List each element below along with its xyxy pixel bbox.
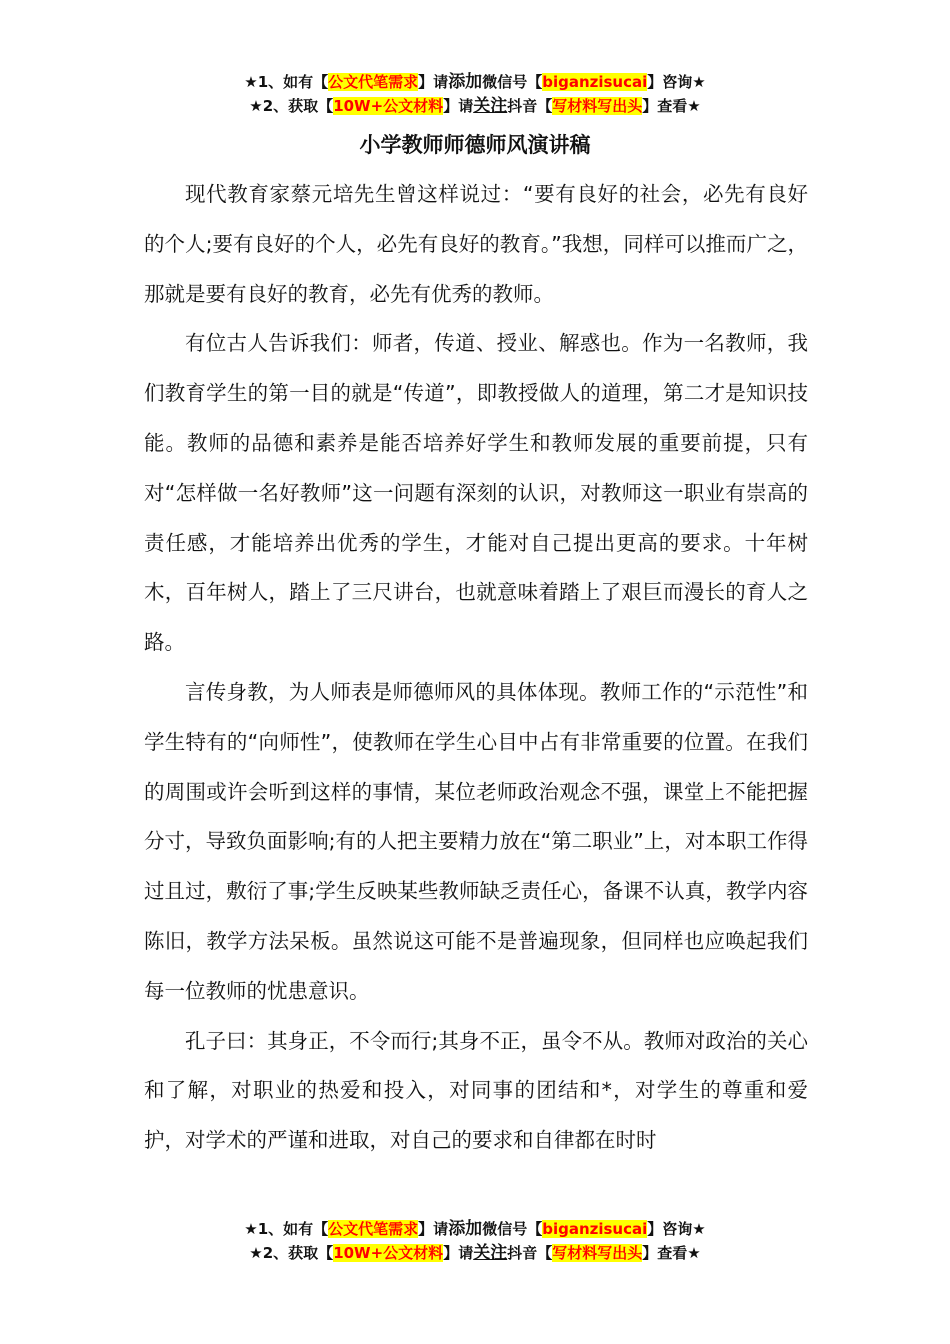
banner-highlight: 写材料写出头 — [552, 97, 643, 115]
document-title: 小学教师师德师风演讲稿 — [359, 133, 591, 157]
paragraph: 现代教育家蔡元培先生曾这样说过：“要有良好的社会，必先有良好的个人;要有良好的个人，必先有良好的教育。”我想，同样可以推而广之，那就是要有良好的教育，必先有优秀的教师。 — [144, 182, 808, 306]
wechat-id: biganzisucai — [542, 73, 648, 91]
paragraph: 孔子曰：其身正，不令而行;其身不正，虽令不从。教师对政治的关心和了解，对职业的热爱和投入，对同事的团结和*，对学生的尊重和爱护，对学术的严谨和进取，对自己的要求和自律都在时时 — [144, 1028, 808, 1153]
banner-line-2 — [0, 94, 950, 118]
banner-text: ★2、获取【 — [249, 97, 334, 115]
banner-highlight: 公文代笔需求 — [328, 73, 419, 91]
banner-emphasis: 关注 — [473, 96, 508, 116]
banner-highlight: 10W+公文材料 — [333, 97, 444, 115]
wechat-id: biganzisucai — [542, 1220, 648, 1238]
banner-text: 微信号【 — [482, 1220, 543, 1238]
banner-text: ★2、获取【 — [249, 1244, 334, 1262]
banner-emphasis: 关注 — [473, 1243, 508, 1263]
paragraph: 有位古人告诉我们：师者，传道、授业、解惑也。作为一名教师，我们教育学生的第一目的就是“传道”，即教授做人的道理，第二才是知识技能。教师的品德和素养是能否培养好学生和教师发展的重要前提，只有对“怎样做一名好教师”这一问题有深刻的认识，对教师这一职业有崇高的责任感，才能培养出优秀的学生，才能对自己提出更高的要求。十年树木，百年树人，踏上了三尺讲台，也就意味着踏上了艰巨而漫长的育人之路。 — [144, 331, 808, 655]
banner-text: 】咨询★ — [647, 1220, 706, 1238]
banner-emphasis: 添加 — [448, 1219, 483, 1239]
banner-text: 】请 — [418, 73, 449, 91]
banner-text: 】查看★ — [642, 97, 701, 115]
header-banner — [0, 70, 950, 118]
banner-highlight: 公文代笔需求 — [328, 1220, 419, 1238]
banner-line-1 — [0, 70, 950, 94]
banner-highlight: 10W+公文材料 — [333, 1244, 444, 1262]
banner-text: 抖音【 — [507, 1244, 553, 1262]
banner-text: ★1、如有【 — [244, 1220, 329, 1238]
banner-text: 】请 — [418, 1220, 449, 1238]
banner-text: 】请 — [443, 97, 474, 115]
document-body — [144, 170, 808, 1166]
banner-emphasis: 添加 — [448, 72, 483, 92]
footer-banner — [0, 1217, 950, 1265]
paragraph: 言传身教，为人师表是师德师风的具体体现。教师工作的“示范性”和学生特有的“向师性”，使教师在学生心目中占有非常重要的位置。在我们的周围或许会听到这样的事情，某位老师政治观念不强，课堂上不能把握分寸，导致负面影响;有的人把主要精力放在“第二职业”上，对本职工作得过且过，敷衍了事;学生反映某些教师缺乏责任心，备课不认真，教学内容陈旧，教学方法呆板。虽然说这可能不是普遍现象，但同样也应唤起我们每一位教师的忧患意识。 — [144, 679, 808, 1003]
banner-text: ★1、如有【 — [244, 73, 329, 91]
banner-text: 】查看★ — [642, 1244, 701, 1262]
banner-line-1 — [0, 1217, 950, 1241]
banner-text: 抖音【 — [507, 97, 553, 115]
banner-line-2 — [0, 1241, 950, 1265]
banner-text: 微信号【 — [482, 73, 543, 91]
banner-text: 】咨询★ — [647, 73, 706, 91]
banner-text: 】请 — [443, 1244, 474, 1262]
banner-highlight: 写材料写出头 — [552, 1244, 643, 1262]
